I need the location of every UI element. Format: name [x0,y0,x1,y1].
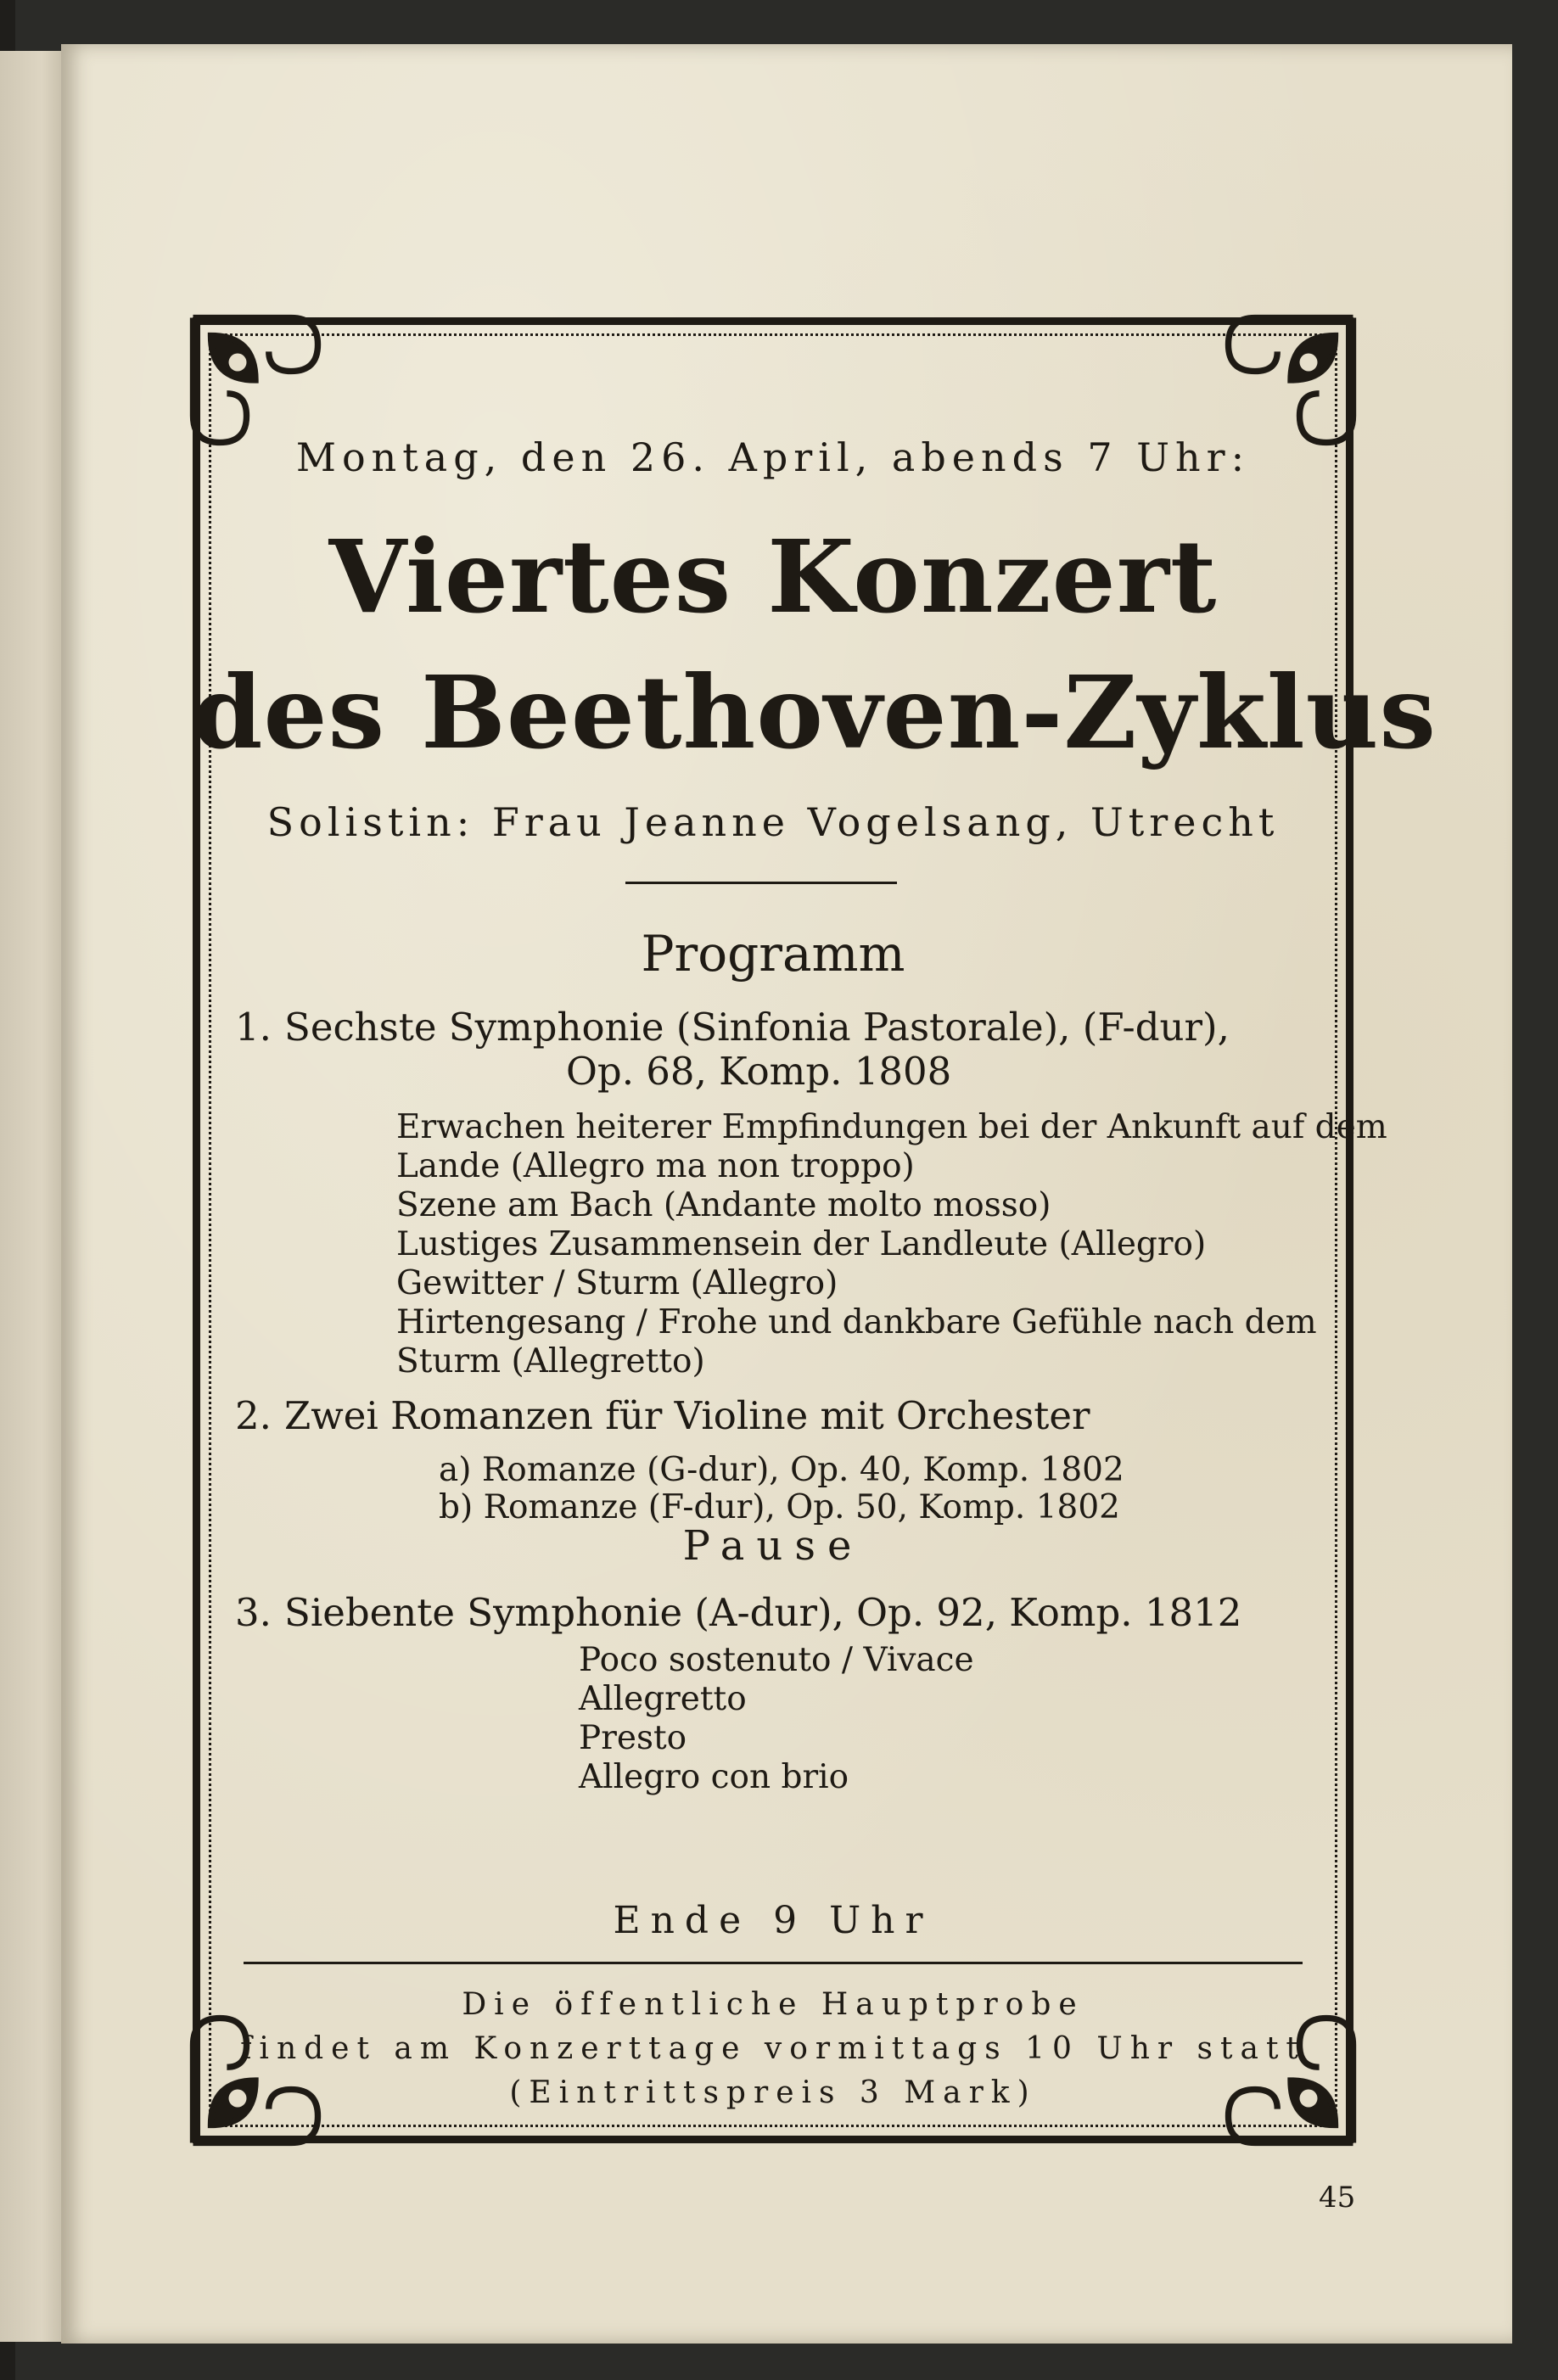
pause-label: Pause [682,1522,864,1570]
movement: b) Romanze (F-dur), Op. 50, Komp. 1802 [439,1488,1120,1526]
program-heading: Programm [641,925,905,983]
item-number: 1. [235,1005,272,1050]
divider [625,882,897,884]
concert-date: Montag, den 26. April, abends 7 Uhr: [295,434,1251,480]
movement: Szene am Bach (Andante molto mosso) [396,1186,1051,1224]
soloist-line: Solistin: Frau Jeanne Vogelsang, Utrecht [266,799,1280,845]
end-time: Ende 9 Uhr [613,1899,933,1942]
book-page [61,44,1512,2344]
movement: Poco sostenuto / Vivace [579,1641,974,1679]
program-item-title: Siebente Symphonie (A-dur), Op. 92, Komp. 1812 [284,1590,1242,1635]
ornamental-frame [193,317,1437,2143]
movement: Erwachen heiterer Empfindungen bei der Ankunft auf dem [396,1108,1387,1146]
footer-line: (Eintrittspreis 3 Mark) [509,2075,1037,2110]
divider [244,1962,1303,1964]
footer-line: Die öffentliche Hauptprobe [462,1987,1084,2022]
footer-line: findet am Konzerttage vormittags 10 Uhr statt [240,2031,1306,2066]
movement: Allegro con brio [579,1758,849,1796]
program-item-title: Zwei Romanzen für Violine mit Orchester [284,1393,1090,1438]
movement: Lande (Allegro ma non troppo) [396,1147,915,1185]
concert-subtitle: des Beethoven-Zyklus [193,653,1437,771]
movement: a) Romanze (G-dur), Op. 40, Komp. 1802 [439,1451,1124,1489]
movement: Allegretto [579,1680,747,1718]
item-number: 3. [235,1590,272,1635]
concert-title: Viertes Konzert [328,518,1218,636]
movement: Presto [579,1719,687,1757]
movement: Lustiges Zusammensein der Landleute (Allegro) [396,1225,1207,1263]
page-number: 45 [1319,2181,1356,2215]
program-item-title: Sechste Symphonie (Sinfonia Pastorale), (F-dur), [284,1005,1230,1050]
movement: Hirtengesang / Frohe und dankbare Gefühle nach dem [396,1303,1317,1341]
item-number: 2. [235,1393,272,1438]
program-item-title-cont: Op. 68, Komp. 1808 [566,1049,952,1094]
movement: Gewitter / Sturm (Allegro) [396,1264,838,1302]
movement: Sturm (Allegretto) [396,1342,705,1380]
